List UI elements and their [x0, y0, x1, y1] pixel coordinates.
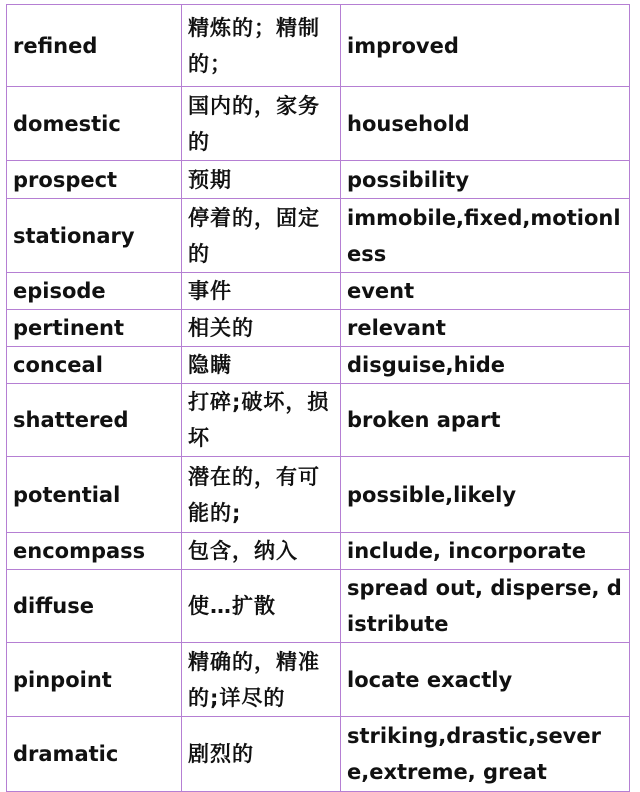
vocabulary-table	[6, 4, 630, 792]
word-cell: pinpoint	[7, 643, 182, 717]
chinese-meaning-cell: 打碎;破坏，损坏	[182, 384, 341, 457]
chinese-meaning-cell: 包含，纳入	[182, 533, 341, 570]
word-cell: stationary	[7, 199, 182, 273]
synonyms-cell: possible,likely	[341, 457, 630, 533]
word-cell: encompass	[7, 533, 182, 570]
chinese-meaning-cell: 使…扩散	[182, 570, 341, 643]
synonyms-cell: spread out, disperse, distribute	[341, 570, 630, 643]
table-row	[7, 643, 630, 717]
chinese-meaning-cell: 剧烈的	[182, 717, 341, 792]
synonyms-cell: possibility	[341, 161, 630, 199]
word-cell: episode	[7, 273, 182, 310]
table-row	[7, 457, 630, 533]
synonyms-cell: relevant	[341, 310, 630, 347]
synonyms-cell: disguise,hide	[341, 347, 630, 384]
synonyms-cell: include, incorporate	[341, 533, 630, 570]
word-cell: pertinent	[7, 310, 182, 347]
table-row	[7, 570, 630, 643]
table-row	[7, 199, 630, 273]
synonyms-cell: striking,drastic,severe,extreme, great	[341, 717, 630, 792]
word-cell: dramatic	[7, 717, 182, 792]
synonyms-cell: event	[341, 273, 630, 310]
chinese-meaning-cell: 精炼的；精制的；	[182, 5, 341, 87]
synonyms-cell: improved	[341, 5, 630, 87]
chinese-meaning-cell: 事件	[182, 273, 341, 310]
table-row	[7, 5, 630, 87]
chinese-meaning-cell: 精确的，精准的;详尽的	[182, 643, 341, 717]
table-row	[7, 717, 630, 792]
table-row	[7, 273, 630, 310]
synonyms-cell: broken apart	[341, 384, 630, 457]
chinese-meaning-cell: 国内的，家务的	[182, 87, 341, 161]
table-row	[7, 347, 630, 384]
synonyms-cell: locate exactly	[341, 643, 630, 717]
word-cell: refined	[7, 5, 182, 87]
table-row	[7, 533, 630, 570]
table-row	[7, 310, 630, 347]
table-row	[7, 384, 630, 457]
chinese-meaning-cell: 隐瞒	[182, 347, 341, 384]
word-cell: prospect	[7, 161, 182, 199]
table-row	[7, 161, 630, 199]
synonyms-cell: immobile,fixed,motionless	[341, 199, 630, 273]
word-cell: shattered	[7, 384, 182, 457]
word-cell: domestic	[7, 87, 182, 161]
table-row	[7, 87, 630, 161]
chinese-meaning-cell: 相关的	[182, 310, 341, 347]
word-cell: diffuse	[7, 570, 182, 643]
synonyms-cell: household	[341, 87, 630, 161]
chinese-meaning-cell: 停着的，固定的	[182, 199, 341, 273]
word-cell: conceal	[7, 347, 182, 384]
chinese-meaning-cell: 预期	[182, 161, 341, 199]
word-cell: potential	[7, 457, 182, 533]
chinese-meaning-cell: 潜在的，有可能的;	[182, 457, 341, 533]
